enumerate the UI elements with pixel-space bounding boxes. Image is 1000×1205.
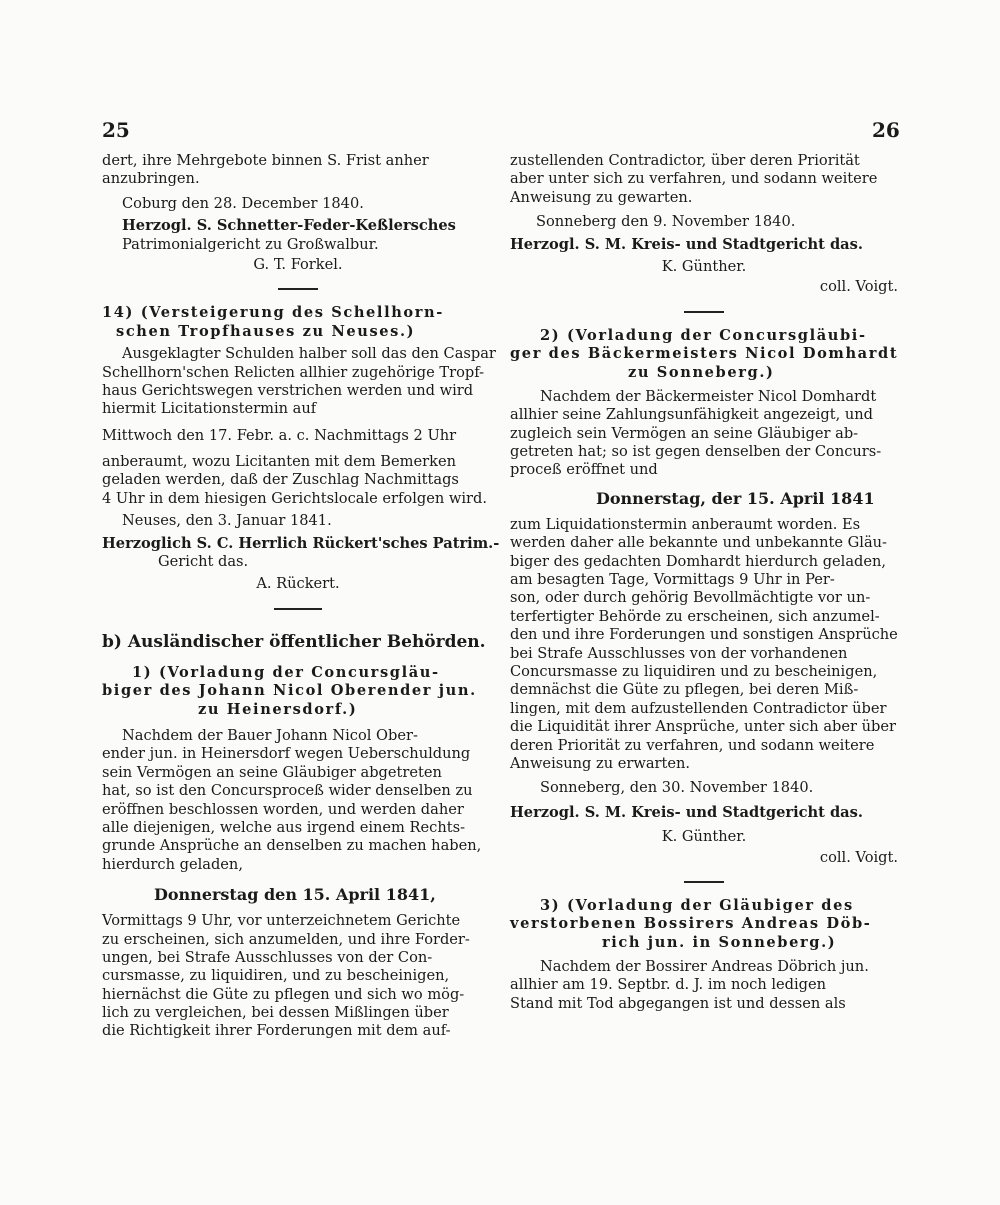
text-line: Herzogl. S. M. Kreis- und Stadtgericht das.	[510, 803, 863, 821]
text-line: allhier am 19. Septbr. d. J. im noch ledigen	[510, 976, 827, 994]
text-line: Anweisung zu gewarten.	[510, 188, 693, 206]
notice-title-line: verstorbenen Bossirers Andreas Döb-	[510, 915, 872, 933]
page-number-left: 25	[102, 118, 130, 142]
notice-title-line: 1) (Vorladung der Concursgläu-	[132, 663, 440, 681]
text-line: coll. Voigt.	[819, 278, 898, 296]
text-line: sein Vermögen an seine Gläubiger abgetreten	[102, 763, 442, 781]
text-line: coll. Voigt.	[819, 848, 898, 866]
page-number-right: 26	[872, 118, 900, 142]
text-line: lich zu vergleichen, bei dessen Mißlingen über	[102, 1004, 449, 1022]
text-line: Vormittags 9 Uhr, vor unterzeichnetem Gerichte	[102, 912, 461, 930]
text-line: G. T. Forkel.	[253, 255, 343, 273]
text-line: am besagten Tage, Vormittags 9 Uhr in Per-	[510, 571, 835, 589]
text-line: lingen, mit dem aufzustellenden Contradictor über	[510, 699, 887, 717]
text-line: grunde Ansprüche an denselben zu machen haben,	[102, 837, 482, 855]
text-line: Nachdem der Bauer Johann Nicol Ober-	[122, 726, 418, 744]
left-column	[102, 152, 500, 1041]
text-line: anberaumt, wozu Licitanten mit dem Bemerken	[102, 453, 456, 471]
text-line: biger des gedachten Domhardt hierdurch geladen,	[510, 552, 887, 570]
text-line: werden daher alle bekannte und unbekannte Gläu-	[510, 534, 887, 552]
text-line: Gericht das.	[158, 553, 249, 571]
notice-title-line: zu Heinersdorf.)	[198, 700, 358, 718]
section-heading: b) Ausländischer öffentlicher Behörden.	[102, 631, 486, 652]
text-line: proceß eröffnet und	[510, 461, 658, 479]
text-line: Nachdem der Bäckermeister Nicol Domhardt	[540, 387, 877, 405]
text-line: Coburg den 28. December 1840.	[122, 194, 364, 212]
text-line: zustellenden Contradictor, über deren Priorität	[510, 152, 860, 169]
text-line: deren Priorität zu verfahren, und sodann weitere	[510, 736, 875, 754]
right-column	[510, 152, 898, 1013]
notice-title-line: schen Tropfhauses zu Neuses.)	[116, 322, 416, 340]
text-line: hat, so ist den Concursproceß wider denselben zu	[102, 782, 473, 800]
notice-title-line: biger des Johann Nicol Oberender jun.	[102, 682, 477, 700]
text-line: K. Günther.	[661, 257, 747, 275]
text-line: haus Gerichtswegen verstrichen werden und wird	[102, 381, 474, 399]
text-line: Patrimonialgericht zu Großwalbur.	[122, 235, 379, 253]
text-line: ungen, bei Strafe Ausschlusses von der Con-	[102, 948, 433, 966]
notice-title-line: zu Sonneberg.)	[628, 363, 775, 381]
text-line: den und ihre Forderungen und sonstigen Ansprüche	[510, 626, 898, 644]
text-line: Herzoglich S. C. Herrlich Rückert'sches Patrim.-	[102, 534, 500, 552]
text-line: die Liquidität ihrer Ansprüche, unter sich aber über	[510, 718, 896, 736]
text-line: Schellhorn'schen Relicten allhier zugehörige Tropf-	[102, 363, 485, 381]
text-line: Neuses, den 3. Januar 1841.	[122, 512, 332, 530]
text-line: terfertigter Behörde zu erscheinen, sich anzumel-	[510, 607, 880, 625]
text-line: dert, ihre Mehrgebote binnen S. Frist anher	[102, 152, 429, 169]
text-line: getreten hat; so ist gegen denselben der Concurs-	[510, 443, 882, 461]
text-line: hiermit Licitationstermin auf	[102, 400, 317, 418]
text-line: 4 Uhr in dem hiesigen Gerichtslocale erfolgen wird.	[102, 489, 488, 507]
text-line: cursmasse, zu liquidiren, und zu bescheinigen,	[102, 967, 450, 985]
text-line: zu erscheinen, sich anzumelden, und ihre Forder-	[102, 930, 470, 948]
notice-title-line: 2) (Vorladung der Concursgläubi-	[540, 326, 867, 344]
text-line: Ausgeklagter Schulden halber soll das den Caspar	[122, 345, 496, 363]
text-line: aber unter sich zu verfahren, und sodann weitere	[510, 170, 878, 188]
text-line: Stand mit Tod abgegangen ist und dessen als	[510, 994, 846, 1012]
text-line: zum Liquidationstermin anberaumt worden. Es	[510, 515, 861, 533]
text-line: son, oder durch gehörig Bevollmächtigte vor un-	[510, 589, 871, 607]
notice-title-line: 14) (Versteigerung des Schellhorn-	[102, 304, 444, 322]
text-line: eröffnen beschlossen worden, und werden daher	[102, 800, 464, 818]
notice-title-line: 3) (Vorladung der Gläubiger des	[540, 896, 854, 914]
text-line: Sonneberg, den 30. November 1840.	[540, 779, 814, 797]
date-line: Donnerstag, der 15. April 1841	[596, 488, 875, 508]
text-line: alle diejenigen, welche aus irgend einem Rechts-	[102, 818, 466, 836]
text-line: hiernächst die Güte zu pflegen und sich wo mög-	[102, 985, 465, 1003]
text-line: ender jun. in Heinersdorf wegen Ueberschuldung	[102, 745, 471, 763]
text-line: die Richtigkeit ihrer Forderungen mit dem auf-	[102, 1022, 451, 1040]
text-line: Nachdem der Bossirer Andreas Döbrich jun.	[540, 958, 869, 976]
text-line: K. Günther.	[661, 828, 747, 846]
text-line: Mittwoch den 17. Febr. a. c. Nachmittags 2 Uhr	[102, 426, 457, 444]
notice-title-line: rich jun. in Sonneberg.)	[602, 933, 837, 951]
text-line: hierdurch geladen,	[102, 855, 243, 873]
text-line: geladen werden, daß der Zuschlag Nachmittags	[102, 471, 459, 489]
text-line: A. Rückert.	[256, 575, 340, 593]
text-line: bei Strafe Ausschlusses von der vorhandenen	[510, 644, 848, 662]
notice-title-line: ger des Bäckermeisters Nicol Domhardt	[510, 345, 899, 363]
text-line: Herzogl. S. Schnetter-Feder-Keßlersches	[122, 217, 456, 235]
text-line: anzubringen.	[102, 170, 200, 188]
text-line: Concursmasse zu liquidiren und zu bescheinigen,	[510, 662, 878, 680]
text-line: Herzogl. S. M. Kreis- und Stadtgericht das.	[510, 235, 863, 253]
date-line: Donnerstag den 15. April 1841,	[154, 885, 436, 905]
text-line: Sonneberg den 9. November 1840.	[536, 213, 796, 231]
text-line: demnächst die Güte zu pflegen, bei deren Miß-	[510, 681, 859, 699]
text-line: allhier seine Zahlungsunfähigkeit angezeigt, und	[510, 406, 874, 424]
text-line: zugleich sein Vermögen an seine Gläubiger ab-	[510, 424, 859, 442]
text-line: Anweisung zu erwarten.	[510, 754, 691, 772]
